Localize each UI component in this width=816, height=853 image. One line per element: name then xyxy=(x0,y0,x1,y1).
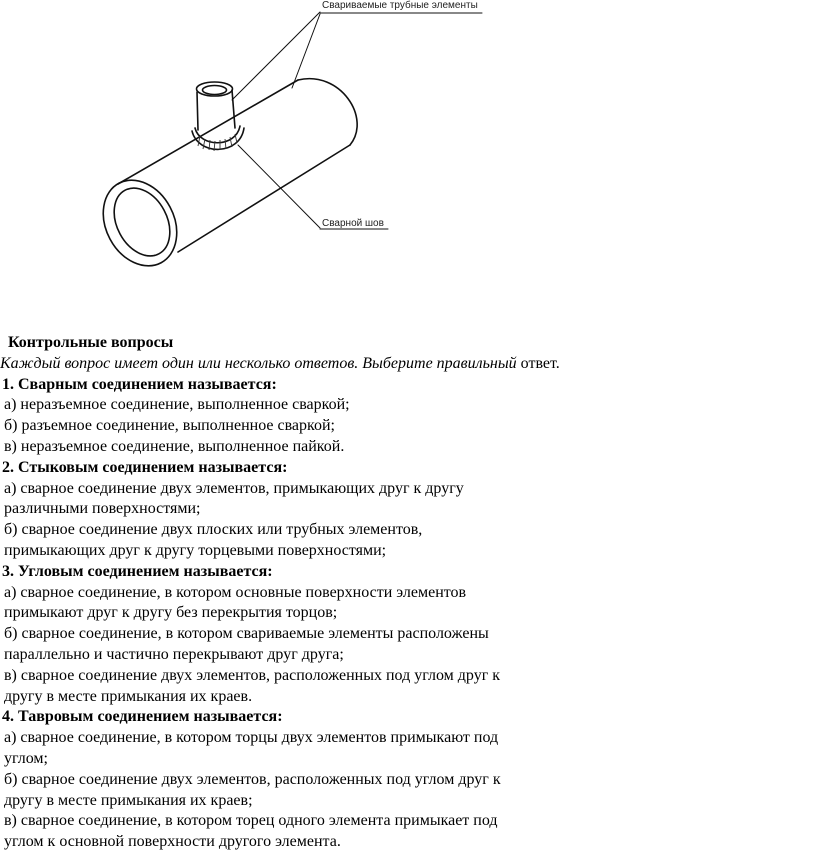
answer-line: другу в месте примыкания их краев; xyxy=(4,791,253,809)
pipe-weld-diagram xyxy=(0,0,816,300)
section-title: Контрольные вопросы xyxy=(8,334,174,351)
label-pipe-elements: Свариваемые трубные элементы xyxy=(322,0,478,11)
question-1 xyxy=(0,375,816,458)
question-3 xyxy=(0,562,816,708)
pipe-weld-drawing xyxy=(0,0,816,300)
control-questions-section xyxy=(0,333,816,853)
answer-line: другу в месте примыкания их краев. xyxy=(4,687,253,705)
answer-line: б) сварное соединение двух плоских или трубных элементов, xyxy=(4,521,423,539)
instructions-italic: Каждый вопрос имеет один или несколько ответов. Выберите правильный xyxy=(0,354,517,372)
answer-line: а) сварное соединение, в котором торцы двух элементов примыкают под xyxy=(4,729,499,747)
answer-line: в) неразъемное соединение, выполненное пайкой. xyxy=(4,437,345,455)
instructions xyxy=(0,354,816,375)
instructions-normal: ответ. xyxy=(516,354,560,372)
answer-line: углом к основной поверхности другого элемента. xyxy=(4,833,341,851)
question-heading: 2. Стыковым соединением называется: xyxy=(2,458,288,476)
answer-line: углом; xyxy=(4,749,48,767)
answer-line: б) сварное соединение, в котором свариваемые элементы расположены xyxy=(4,625,489,643)
answer-line: примыкают друг к другу без перекрытия торцов; xyxy=(4,604,338,622)
answer-line: в) сварное соединение двух элементов, расположенных под углом друг к xyxy=(4,666,501,684)
question-heading: 4. Тавровым соединением называется: xyxy=(2,708,283,726)
answer-line: а) сварное соединение двух элементов, примыкающих друг к другу xyxy=(4,479,464,497)
answer-line: в) сварное соединение, в котором торец одного элемента примыкает под xyxy=(4,812,498,830)
answer-line: параллельно и частично перекрывают друг друга; xyxy=(4,645,344,663)
answer-line: различными поверхностями; xyxy=(4,500,201,518)
question-heading: 1. Сварным соединением называется: xyxy=(2,375,277,393)
answer-line: б) разъемное соединение, выполненное сваркой; xyxy=(4,417,335,435)
answer-line: б) сварное соединение двух элементов, расположенных под углом друг к xyxy=(4,770,501,788)
label-weld-seam: Сварной шов xyxy=(322,218,384,229)
question-heading: 3. Угловым соединением называется: xyxy=(2,562,273,580)
question-2 xyxy=(0,458,816,562)
answer-line: примыкающих друг к другу торцевыми поверхностями; xyxy=(4,541,387,559)
question-4 xyxy=(0,707,816,853)
answer-line: а) неразъемное соединение, выполненное сваркой; xyxy=(4,396,350,414)
answer-line: а) сварное соединение, в котором основные поверхности элементов xyxy=(4,583,467,601)
